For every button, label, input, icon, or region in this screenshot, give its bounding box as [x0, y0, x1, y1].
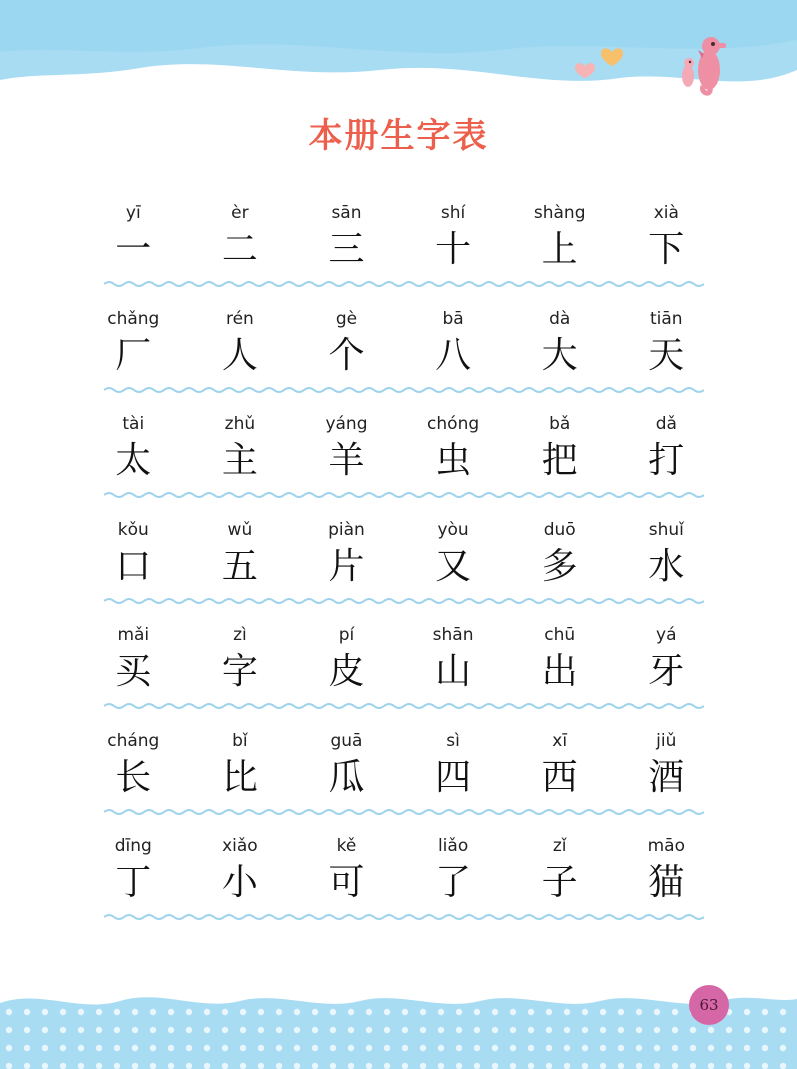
wavy-divider — [104, 701, 704, 711]
character-cell — [187, 728, 294, 802]
hanzi-character: 把 — [541, 440, 578, 481]
hanzi-character: 个 — [328, 334, 365, 376]
pinyin-label: bā — [442, 308, 464, 329]
hanzi-character: 长 — [115, 756, 152, 798]
pinyin-label: bǎ — [549, 414, 571, 434]
hanzi-character: 上 — [541, 229, 578, 270]
character-cell — [506, 728, 613, 802]
character-cell — [613, 517, 720, 591]
character-cell — [506, 411, 613, 485]
pinyin-label: tiān — [650, 308, 683, 329]
hanzi-character: 水 — [648, 545, 685, 587]
pinyin-label: zhǔ — [224, 414, 256, 434]
page-number-badge: 63 — [689, 985, 729, 1025]
pinyin-label: zì — [233, 625, 247, 645]
hanzi-character: 可 — [328, 862, 365, 903]
character-cell — [400, 622, 507, 696]
character-cell — [506, 200, 613, 274]
character-cell — [293, 200, 400, 274]
wavy-divider — [104, 490, 704, 500]
heart-icon — [575, 63, 595, 78]
hanzi-character: 一 — [115, 229, 152, 270]
pinyin-label: cháng — [107, 730, 160, 751]
pinyin-label: chǎng — [107, 308, 160, 329]
character-cell — [80, 833, 187, 907]
character-cell — [400, 306, 507, 380]
pinyin-label: sì — [446, 730, 460, 751]
character-cell — [80, 622, 187, 696]
hanzi-character: 瓜 — [328, 756, 365, 798]
character-cell — [293, 306, 400, 380]
pinyin-label: chóng — [427, 414, 480, 434]
character-row — [80, 411, 720, 517]
pinyin-label: zǐ — [552, 836, 567, 856]
pinyin-label: yáng — [325, 414, 368, 434]
character-cell — [293, 622, 400, 696]
character-cell — [187, 517, 294, 591]
character-row — [80, 517, 720, 623]
character-cell — [187, 306, 294, 380]
hanzi-character: 山 — [435, 651, 472, 692]
pinyin-label: xià — [653, 203, 679, 223]
hanzi-character: 二 — [221, 229, 258, 270]
character-cell — [613, 728, 720, 802]
character-cell — [506, 833, 613, 907]
pinyin-label: shuǐ — [648, 519, 684, 540]
pinyin-label: dīng — [114, 836, 152, 856]
pinyin-label: shí — [440, 203, 466, 223]
hanzi-character: 口 — [115, 545, 152, 587]
hanzi-character: 羊 — [328, 440, 365, 481]
character-row — [80, 306, 720, 412]
character-cell — [187, 622, 294, 696]
pinyin-label: jiǔ — [656, 730, 677, 751]
pinyin-label: xiǎo — [222, 836, 258, 856]
character-cell — [506, 622, 613, 696]
hanzi-character: 人 — [221, 334, 258, 376]
pinyin-label: yá — [656, 625, 677, 645]
pinyin-label: dà — [549, 308, 571, 329]
pinyin-label: guā — [330, 730, 363, 751]
hanzi-character: 十 — [435, 229, 472, 270]
pinyin-label: shān — [432, 625, 474, 645]
hanzi-character: 八 — [435, 334, 472, 376]
character-cell — [613, 411, 720, 485]
page-title: 本册生字表 — [308, 116, 489, 156]
character-row — [80, 622, 720, 728]
hanzi-character: 字 — [221, 651, 258, 692]
pinyin-label: tài — [122, 414, 145, 434]
character-table — [80, 200, 720, 939]
hanzi-character: 三 — [328, 229, 365, 270]
pinyin-label: chū — [544, 625, 576, 645]
hanzi-character: 大 — [541, 334, 578, 376]
character-row — [80, 200, 720, 306]
hanzi-character: 多 — [541, 545, 578, 587]
hanzi-character: 西 — [541, 756, 578, 798]
pinyin-label: duō — [543, 519, 576, 540]
pinyin-label: rén — [225, 308, 254, 329]
pinyin-label: yī — [125, 203, 141, 223]
character-row — [80, 728, 720, 834]
character-cell — [506, 306, 613, 380]
pinyin-label: liǎo — [437, 836, 469, 856]
pinyin-label: mǎi — [117, 625, 150, 645]
pinyin-label: māo — [647, 836, 685, 856]
hanzi-character: 子 — [541, 862, 578, 903]
bottom-wave-banner — [0, 985, 797, 1069]
character-cell — [400, 833, 507, 907]
hanzi-character: 太 — [115, 440, 152, 481]
pinyin-label: wǔ — [227, 519, 253, 540]
character-cell — [293, 833, 400, 907]
pinyin-label: èr — [231, 203, 249, 223]
hanzi-character: 片 — [328, 545, 365, 587]
wavy-divider — [104, 385, 704, 395]
pinyin-label: pí — [338, 625, 355, 645]
character-cell — [187, 833, 294, 907]
character-cell — [613, 833, 720, 907]
pinyin-label: kǒu — [117, 519, 149, 540]
seahorse-icon — [698, 37, 726, 93]
hanzi-character: 厂 — [115, 334, 152, 376]
character-cell — [400, 411, 507, 485]
pinyin-label: xī — [552, 730, 568, 751]
pinyin-label: dǎ — [655, 414, 677, 434]
pinyin-label: kě — [336, 836, 357, 856]
wavy-divider — [104, 912, 704, 922]
character-cell — [613, 200, 720, 274]
pinyin-label: gè — [335, 308, 358, 329]
pinyin-label: piàn — [328, 519, 365, 540]
hanzi-character: 丁 — [115, 862, 152, 903]
pinyin-label: bǐ — [232, 730, 248, 751]
character-cell — [400, 200, 507, 274]
character-cell — [187, 200, 294, 274]
small-seahorse-icon — [682, 58, 694, 87]
character-cell — [80, 411, 187, 485]
hanzi-character: 天 — [648, 334, 685, 376]
character-cell — [293, 517, 400, 591]
hanzi-character: 小 — [221, 862, 258, 903]
hanzi-character: 主 — [221, 440, 258, 481]
character-cell — [80, 306, 187, 380]
hanzi-character: 下 — [648, 229, 685, 270]
character-cell — [400, 728, 507, 802]
wavy-divider — [104, 279, 704, 289]
character-cell — [187, 411, 294, 485]
wavy-divider — [104, 807, 704, 817]
hanzi-character: 四 — [435, 756, 472, 798]
character-cell — [613, 306, 720, 380]
hanzi-character: 牙 — [648, 651, 685, 692]
hanzi-character: 猫 — [648, 862, 685, 903]
hanzi-character: 出 — [541, 651, 578, 692]
hanzi-character: 酒 — [648, 756, 685, 798]
character-cell — [293, 411, 400, 485]
character-cell — [293, 728, 400, 802]
pinyin-label: sān — [331, 203, 362, 223]
pinyin-label: yòu — [437, 519, 469, 540]
seahorse-decoration — [570, 28, 730, 98]
character-cell — [400, 517, 507, 591]
hanzi-character: 打 — [648, 440, 685, 481]
hanzi-character: 五 — [221, 545, 258, 587]
hanzi-character: 又 — [435, 545, 472, 587]
character-cell — [80, 517, 187, 591]
character-row — [80, 833, 720, 939]
character-cell — [80, 200, 187, 274]
wavy-divider — [104, 596, 704, 606]
hanzi-character: 虫 — [435, 440, 472, 481]
pinyin-label: shàng — [533, 203, 586, 223]
character-cell — [506, 517, 613, 591]
hanzi-character: 了 — [435, 862, 472, 903]
hanzi-character: 比 — [221, 756, 258, 798]
hanzi-character: 皮 — [328, 651, 365, 692]
character-cell — [80, 728, 187, 802]
hanzi-character: 买 — [115, 651, 152, 692]
heart-icon — [601, 48, 623, 66]
character-cell — [613, 622, 720, 696]
